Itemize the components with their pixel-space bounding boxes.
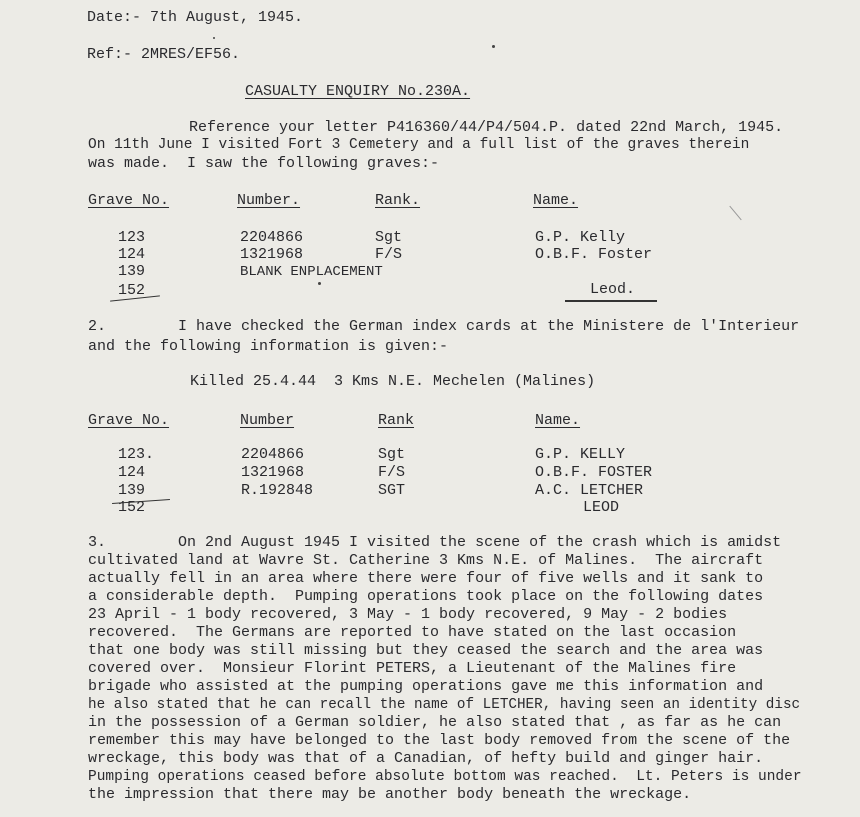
document-title: CASUALTY ENQUIRY No.230A. <box>245 83 471 100</box>
table2-name: A.C. LETCHER <box>535 482 644 499</box>
table1-header-number: Number. <box>237 192 301 209</box>
para3-line: 3. On 2nd August 1945 I visited the scene of the crash which is amidst <box>88 534 782 551</box>
table2-grave: 123. <box>118 446 155 463</box>
table2-number: 2204866 <box>241 446 305 463</box>
table1-name: G.P. Kelly <box>535 229 626 246</box>
para1-line3: was made. I saw the following graves:- <box>88 155 440 172</box>
table1-grave: 123 <box>118 229 146 246</box>
table1-grave: 124 <box>118 246 146 263</box>
para3-line: a considerable depth. Pumping operations took place on the following dates <box>88 588 764 605</box>
table2-header-grave: Grave No. <box>88 412 170 429</box>
reference-line: Ref:- 2MRES/EF56. <box>87 46 241 63</box>
table1-grave: 152 <box>118 282 146 299</box>
para2-line1: 2. I have checked the German index cards at the Ministere de l'Interieur <box>88 318 800 335</box>
paper-mark <box>729 206 741 220</box>
table2-grave: 139 <box>118 482 146 499</box>
table1-grave: 139 <box>118 263 146 280</box>
para3-line: he also stated that he can recall the name of LETCHER, having seen an identity disc <box>88 697 801 713</box>
table2-grave: 152 <box>118 499 146 516</box>
killed-line: Killed 25.4.44 3 Kms N.E. Mechelen (Malines) <box>190 373 596 390</box>
table1-header-name: Name. <box>533 192 579 209</box>
para3-line: brigade who assisted at the pumping operations gave me this information and <box>88 678 764 695</box>
para3-line: cultivated land at Wavre St. Catherine 3 Kms N.E. of Malines. The aircraft <box>88 552 764 569</box>
para3-line: actually fell in an area where there were four of five wells and it sank to <box>88 570 764 587</box>
para3-line: in the possession of a German soldier, he also stated that , as far as he can <box>88 714 782 731</box>
para3-line: Pumping operations ceased before absolute bottom was reached. Lt. Peters is under <box>88 769 802 785</box>
table2-number: 1321968 <box>241 464 305 481</box>
table2-name: O.B.F. FOSTER <box>535 464 653 481</box>
para3-line: remember this may have belonged to the last body removed from the scene of the <box>88 732 791 749</box>
table1-number: 2204866 <box>240 229 304 246</box>
table1-rank: F/S <box>375 246 403 263</box>
para3-line: 23 April - 1 body recovered, 3 May - 1 body recovered, 9 May - 2 bodies <box>88 606 728 623</box>
table2-grave: 124 <box>118 464 146 481</box>
paper-speck <box>492 45 495 48</box>
handwritten-underline <box>565 300 657 302</box>
table1-rank: Sgt <box>375 229 403 246</box>
para2-line2: and the following information is given:- <box>88 338 449 355</box>
para3-line: that one body was still missing but they ceased the search and the area was <box>88 642 764 659</box>
table2-header-name: Name. <box>535 412 581 429</box>
para1-line1: Reference your letter P416360/44/P4/504.P. dated 22nd March, 1945. <box>189 119 784 136</box>
para3-line: covered over. Monsieur Florint PETERS, a Lieutenant of the Malines fire <box>88 660 737 677</box>
para3-line: wreckage, this body was that of a Canadian, of hefty build and ginger hair. <box>88 750 764 767</box>
table1-number: 1321968 <box>240 246 304 263</box>
table2-rank: F/S <box>378 464 406 481</box>
table1-number: BLANK ENPLACEMENT <box>240 264 383 280</box>
table2-rank: SGT <box>378 482 406 499</box>
table2-header-rank: Rank <box>378 412 415 429</box>
table2-name: G.P. KELLY <box>535 446 626 463</box>
table1-name: Leod. <box>590 281 636 298</box>
paper-speck <box>318 282 321 285</box>
table1-header-grave: Grave No. <box>88 192 170 209</box>
para3-line: recovered. The Germans are reported to have stated on the last occasion <box>88 624 737 641</box>
para3-line: the impression that there may be another body beneath the wreckage. <box>88 786 692 803</box>
date-line: Date:- 7th August, 1945. <box>87 9 304 26</box>
para1-line2: On 11th June I visited Fort 3 Cemetery and a full list of the graves therein <box>88 137 750 153</box>
table2-header-number: Number <box>240 412 295 429</box>
table2-number: R.192848 <box>241 482 314 499</box>
table1-name: O.B.F. Foster <box>535 246 653 263</box>
table1-header-rank: Rank. <box>375 192 421 209</box>
paper-speck <box>213 37 215 39</box>
table2-name: LEOD <box>583 499 620 516</box>
table2-rank: Sgt <box>378 446 406 463</box>
